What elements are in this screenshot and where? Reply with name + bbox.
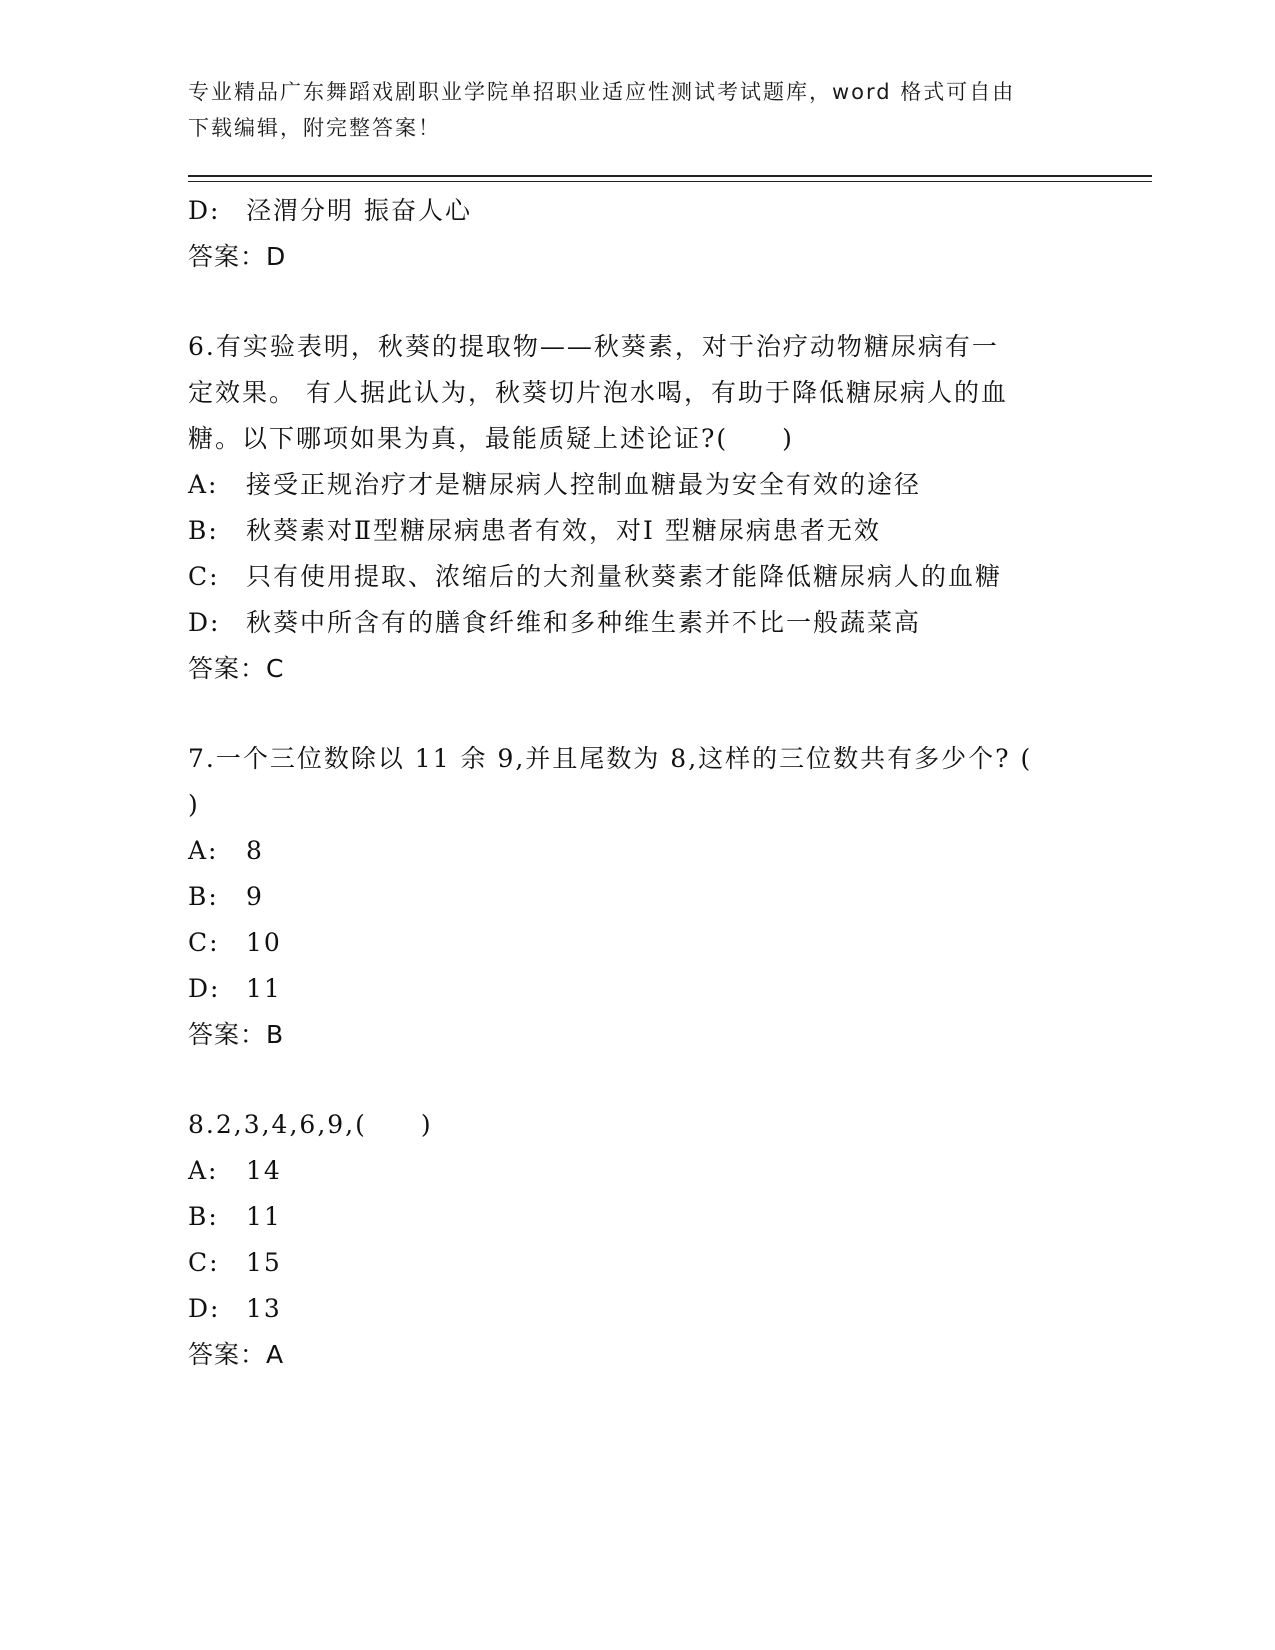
option-label: A: bbox=[188, 836, 219, 865]
option-label: C: bbox=[188, 1248, 220, 1277]
option-label: C: bbox=[188, 562, 220, 591]
q6-option-b bbox=[188, 508, 1088, 554]
q7-stem-line-2: ) bbox=[188, 790, 200, 819]
header-line-1: 专业精品广东舞蹈戏剧职业学院单招职业适应性测试考试题库，word 格式可自由 bbox=[188, 80, 1016, 104]
option-label: D: bbox=[188, 608, 221, 637]
option-text: 11 bbox=[246, 974, 282, 1003]
spacer bbox=[188, 280, 1088, 324]
prev-answer: 答案：D bbox=[188, 242, 287, 271]
option-label: D: bbox=[188, 974, 221, 1003]
option-label: A: bbox=[188, 1156, 219, 1185]
page-header bbox=[188, 74, 1088, 146]
q8-answer: 答案：A bbox=[188, 1340, 285, 1369]
q7-stem-line-1: 7.一个三位数除以 11 余 9,并且尾数为 8,这样的三位数共有多少个? ( bbox=[188, 744, 1033, 773]
q6-stem-line-1: 6.有实验表明，秋葵的提取物——秋葵素，对于治疗动物糖尿病有一 bbox=[188, 332, 999, 361]
option-label: B: bbox=[188, 516, 219, 545]
option-text: 接受正规治疗才是糖尿病人控制血糖最为安全有效的途径 bbox=[246, 470, 922, 499]
q6-option-c bbox=[188, 554, 1088, 600]
q7-answer: 答案：B bbox=[188, 1020, 285, 1049]
spacer bbox=[188, 692, 1088, 736]
option-text: 13 bbox=[246, 1294, 282, 1323]
q8-option-d bbox=[188, 1286, 1088, 1332]
header-rule-thick bbox=[188, 175, 1152, 177]
q6-answer: 答案：C bbox=[188, 654, 285, 683]
option-text: 14 bbox=[246, 1156, 282, 1185]
option-text: 8 bbox=[246, 836, 264, 865]
option-text: 泾渭分明 振奋人心 bbox=[246, 196, 472, 225]
q6-stem-line-2: 定效果。 有人据此认为，秋葵切片泡水喝，有助于降低糖尿病人的血 bbox=[188, 378, 1008, 407]
option-text: 10 bbox=[246, 928, 282, 957]
q7-option-a bbox=[188, 828, 1088, 874]
option-label: B: bbox=[188, 882, 219, 911]
q6-option-d bbox=[188, 600, 1088, 646]
option-label: C: bbox=[188, 928, 220, 957]
option-text: 11 bbox=[246, 1202, 282, 1231]
option-text: 15 bbox=[246, 1248, 282, 1277]
option-text: 秋葵中所含有的膳食纤维和多种维生素并不比一般蔬菜高 bbox=[246, 608, 922, 637]
q8-option-c bbox=[188, 1240, 1088, 1286]
option-label: D: bbox=[188, 1294, 221, 1323]
prev-option-d bbox=[188, 188, 1088, 234]
spacer bbox=[188, 1058, 1088, 1102]
question-content bbox=[188, 188, 1088, 1378]
q8-stem-line-1: 8.2,3,4,6,9,( ) bbox=[188, 1110, 433, 1139]
q6-stem-line-3: 糖。以下哪项如果为真，最能质疑上述论证?( ) bbox=[188, 424, 794, 453]
option-text: 9 bbox=[246, 882, 264, 911]
q6-option-a bbox=[188, 462, 1088, 508]
option-label: B: bbox=[188, 1202, 219, 1231]
q7-option-b bbox=[188, 874, 1088, 920]
option-text: 只有使用提取、浓缩后的大剂量秋葵素才能降低糖尿病人的血糖 bbox=[246, 562, 1003, 591]
q8-option-b bbox=[188, 1194, 1088, 1240]
q8-option-a bbox=[188, 1148, 1088, 1194]
option-label: A: bbox=[188, 470, 219, 499]
q7-option-d bbox=[188, 966, 1088, 1012]
q7-option-c bbox=[188, 920, 1088, 966]
header-rule-thin bbox=[188, 181, 1152, 182]
option-text: 秋葵素对Ⅱ型糖尿病患者有效，对Ⅰ 型糖尿病患者无效 bbox=[246, 516, 881, 545]
option-label: D: bbox=[188, 196, 221, 225]
header-line-2: 下载编辑，附完整答案！ bbox=[188, 116, 441, 140]
